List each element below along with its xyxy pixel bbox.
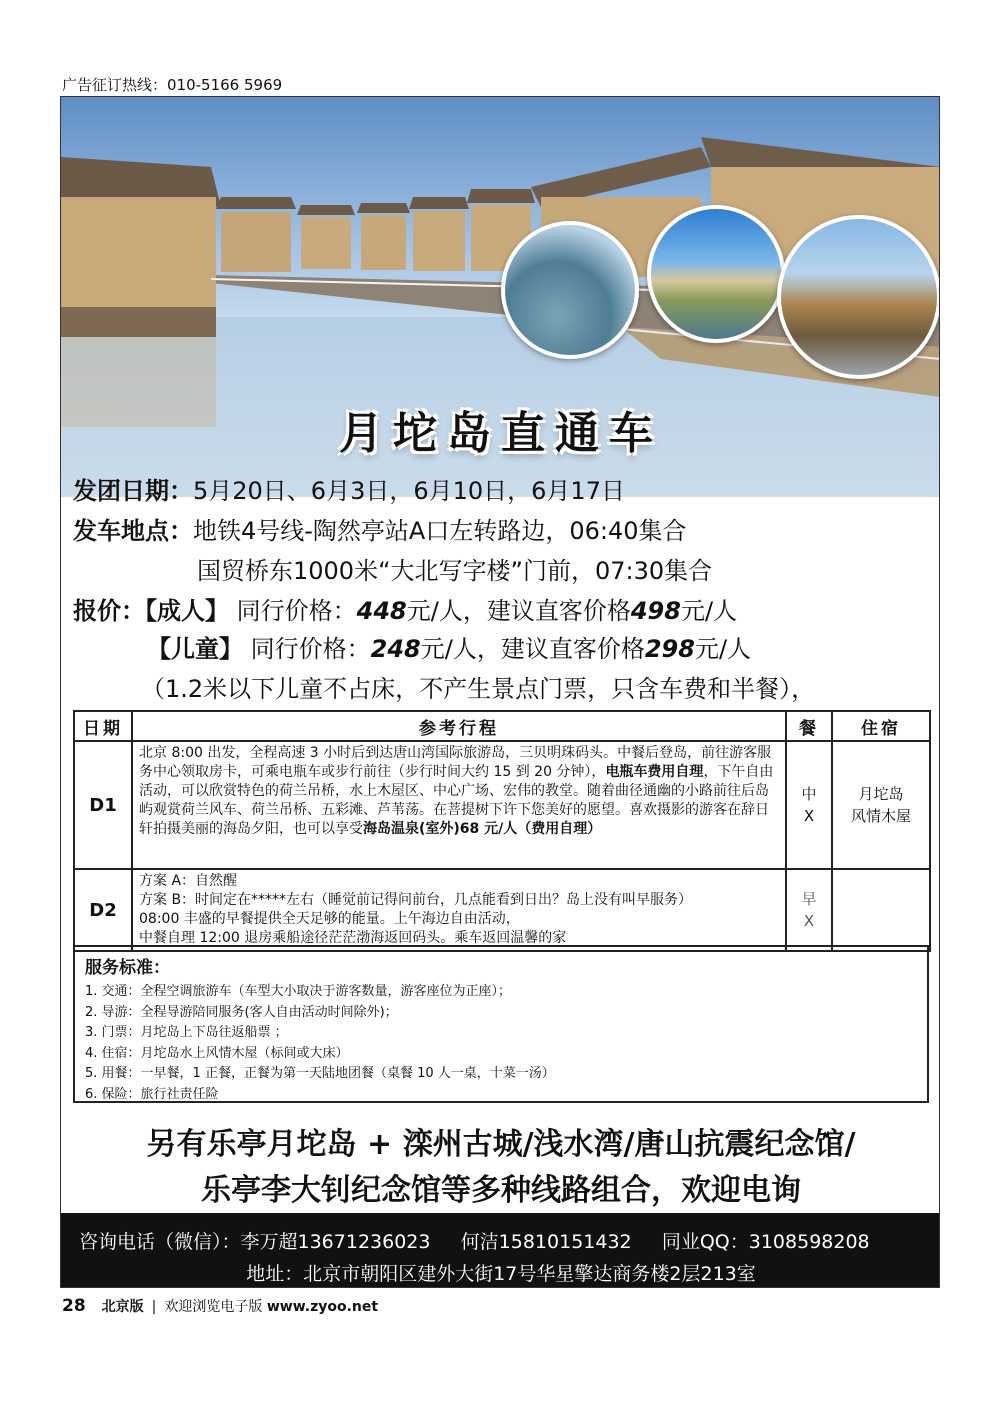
- list-item: 5. 用餐：一早餐，1 正餐，正餐为第一天陆地团餐（桌餐 10 人一桌，十菜一汤）: [85, 1066, 555, 1081]
- ad-title: 月坨岛直通车: [339, 408, 663, 459]
- child-text2: 元/人，建议直客价格: [420, 635, 645, 663]
- dates-label: 发团日期：: [73, 477, 193, 505]
- d1-text2: ，下午自由活动，可以欣赏特色的荷兰吊桥，水上木屋区、中心广场、宏伟的教堂。随着曲径通幽的小路前往后岛屿观赏荷兰风车、荷兰吊桥、五彩滩、芦苇荡。在菩提树下许下您美好的愿望。喜欢摄影的游客在辞日轩拍摄美丽的海岛夕阳，也可以享受: [139, 764, 774, 837]
- promo-line1: 另有乐亭月坨岛 + 滦州古城/浅水湾/唐山抗震纪念馆/: [146, 1127, 856, 1162]
- adult-retail-price: 498: [630, 597, 681, 625]
- child-text3: 元/人: [694, 635, 752, 663]
- header-hotel: 住宿: [832, 711, 930, 741]
- d1-meal: [786, 741, 832, 869]
- itinerary-table: [73, 710, 931, 952]
- d2-meal-mark: X: [803, 912, 815, 930]
- header-meal: 餐: [786, 711, 832, 741]
- adult-trade-price: 448: [356, 597, 407, 625]
- location-line1: 地铁4号线-陶然亭站A口左转路边，06:40集合: [193, 517, 687, 545]
- adult-tag: 【成人】: [145, 597, 229, 625]
- page-number: 28: [62, 1296, 86, 1316]
- table-row: [74, 741, 930, 869]
- inset-photo-boardwalk: [777, 215, 940, 379]
- price-child: [147, 629, 751, 664]
- page-footer: [62, 1296, 378, 1316]
- price-label: 报价：: [73, 597, 145, 625]
- service-standards: [73, 945, 929, 1103]
- child-tag: 【儿童】: [147, 635, 243, 663]
- price-adult: [73, 591, 737, 626]
- location-line2: 国贸桥东1000米“大北写字楼”门前，07:30集合: [197, 557, 713, 585]
- list-item: 4. 住宿：月坨岛水上风情木屋（标间或大床）: [85, 1045, 349, 1061]
- service-heading: 服务标准：: [85, 958, 170, 978]
- departure-location: [73, 511, 687, 546]
- child-text1: 同行价格：: [250, 635, 371, 663]
- contact-banner: [61, 1213, 940, 1288]
- header-day: 日期: [74, 711, 132, 741]
- d2-line4: 中餐自理 12:00 退房乘船途径茫茫渤海返回码头。乘车返回温馨的家: [139, 930, 567, 946]
- contact-phones: 咨询电话（微信）：李万超13671236023 何洁15810151432 同业QQ：3108598208: [79, 1231, 870, 1253]
- d1-bold1: 电瓶车费用自理: [605, 764, 704, 780]
- adult-text2: 元/人，建议直客价格: [406, 597, 631, 625]
- d2-line2: 方案 B：时间定在*****左右（睡觉前记得问前台，几点能看到日出？岛上没有叫早服务）: [139, 892, 693, 908]
- promo-line2: 乐亭李大钊纪念馆等多种线路组合，欢迎电询: [201, 1173, 801, 1208]
- child-trade-price: 248: [370, 635, 421, 663]
- website-link[interactable]: www.zyoo.net: [266, 1299, 379, 1315]
- d2-hotel: [832, 869, 930, 951]
- edition: 北京版: [101, 1299, 144, 1315]
- d1-hotel: [832, 741, 930, 869]
- dates-value: 5月20日、6月3日，6月10日，6月17日: [193, 477, 625, 505]
- d2-meal: [786, 869, 832, 951]
- d1-meal-mark: X: [803, 807, 815, 825]
- d2-meal-type: 早: [801, 890, 817, 908]
- list-item: 6. 保险：旅行社责任险: [85, 1086, 219, 1102]
- inset-photo-houses: [647, 205, 785, 343]
- d1-hotel-line2: 风情木屋: [850, 807, 911, 825]
- adult-text3: 元/人: [680, 597, 738, 625]
- price-note: （1.2米以下儿童不占床，不产生景点门票，只含车费和半餐），: [141, 675, 816, 703]
- d1-text1: 北京 8:00 出发，全程高速 3 小时后到达唐山湾国际旅游岛，三贝明珠码头。中餐后登岛，前往游客服务中心领取房卡，可乘电瓶车或步行前往（步行时间大约 15 到 20 分钟），: [139, 745, 772, 780]
- d2-line3: 08:00 丰盛的早餐提供全天足够的能量。上午海边自由活动，: [139, 911, 520, 927]
- inset-photo-plaza: [501, 221, 639, 359]
- day-d2: D2: [74, 869, 132, 951]
- adult-text1: 同行价格：: [236, 597, 357, 625]
- d2-description: [132, 869, 786, 951]
- d1-meal-type: 中: [801, 785, 817, 803]
- departure-dates: [73, 471, 625, 506]
- header-plan: 参考行程: [132, 711, 786, 741]
- itinerary-header-row: [74, 711, 930, 741]
- hero-photo: [61, 97, 940, 497]
- child-retail-price: 298: [644, 635, 695, 663]
- footer-divider: |: [151, 1299, 157, 1315]
- contact-address: 地址：北京市朝阳区建外大街17号华星擎达商务楼2层213室: [246, 1263, 756, 1285]
- list-item: 2. 导游：全程导游陪同服务(客人自由活动时间除外)；: [85, 1004, 398, 1020]
- d1-description: [132, 741, 786, 869]
- footer-text: 欢迎浏览电子版: [164, 1299, 267, 1315]
- list-item: 3. 门票：月坨岛上下岛往返船票 ；: [85, 1025, 288, 1040]
- list-item: 1. 交通：全程空调旅游车（车型大小取决于游客数量，游客座位为正座）；: [85, 984, 512, 999]
- d1-bold2: 海岛温泉(室外)68 元/人（费用自理）: [363, 821, 602, 837]
- location-label: 发车地点：: [73, 517, 193, 545]
- table-row: [74, 869, 930, 951]
- d1-hotel-line1: 月坨岛: [858, 785, 904, 803]
- day-d1: D1: [74, 741, 132, 869]
- d2-line1: 方案 A：自然醒: [139, 873, 238, 889]
- ad-hotline: 广告征订热线：010-5166 5969: [62, 76, 283, 94]
- departure-location-2: [197, 551, 712, 586]
- ad-frame: [60, 96, 940, 1288]
